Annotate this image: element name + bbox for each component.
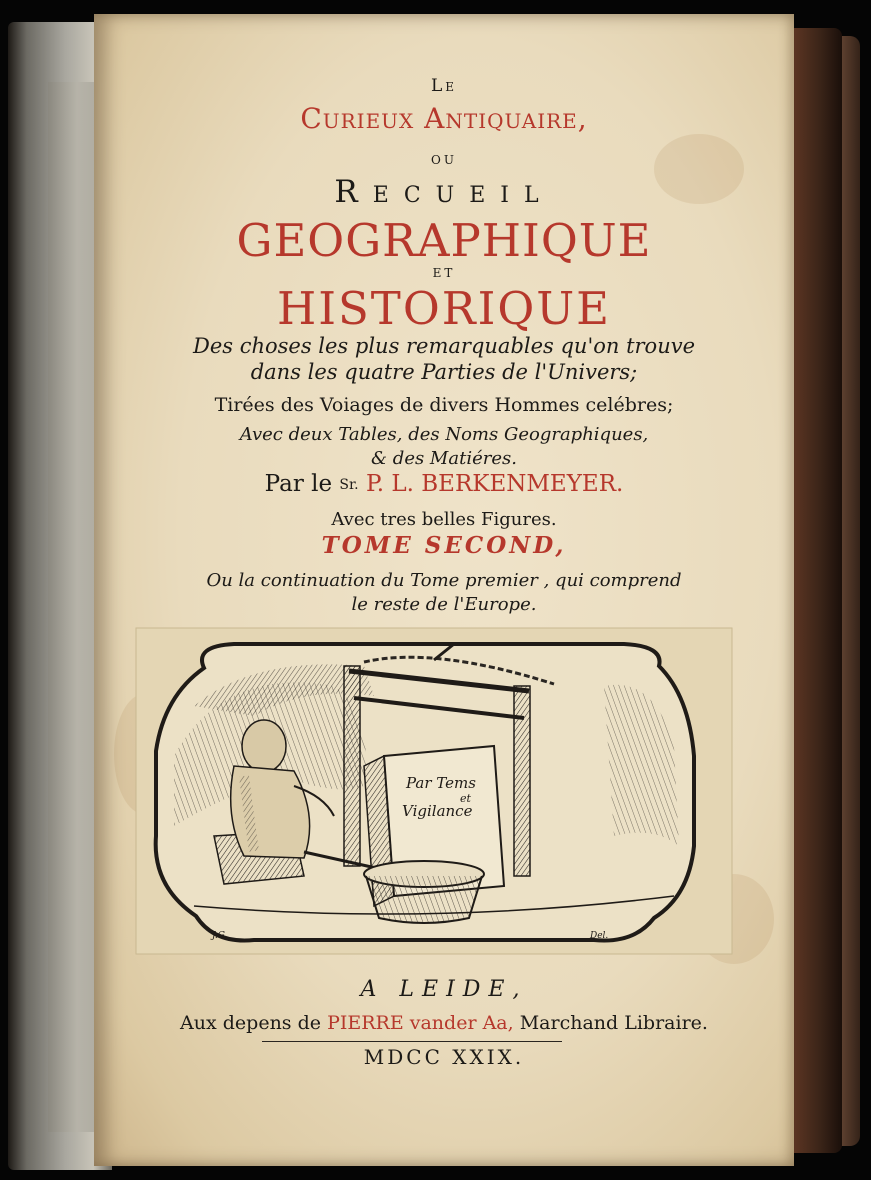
title-historique: HISTORIQUE (276, 282, 612, 335)
press-post-right (514, 686, 530, 876)
imprint-aux-depens: Aux depens de (180, 1012, 322, 1034)
motto-line-2: et (460, 792, 471, 805)
author-par-le: Par le (264, 471, 333, 497)
figures-note: Avec tres belles Figures. (331, 509, 557, 530)
title-et: et (432, 262, 456, 282)
putto-head (242, 720, 286, 772)
imprint-publisher: PIERRE vander Aa, (327, 1012, 514, 1034)
title-page (94, 14, 794, 1166)
engraved-vignette (134, 626, 734, 956)
author-name: P. L. BERKENMEYER. (365, 471, 624, 497)
continuation-line-2: le reste de l'Europe. (351, 594, 537, 615)
engraver-signature-left: J.G. (212, 931, 228, 941)
subtitle-matieres: & des Matiéres. (371, 448, 517, 469)
subtitle-tables: Avec deux Tables, des Noms Geographiques, (239, 424, 649, 445)
motto-line-3: Vigilance (402, 802, 473, 820)
author-line (94, 471, 794, 497)
title-geographique: GEOGRAPHIQUE (236, 214, 652, 267)
tub-body (366, 876, 482, 923)
imprint-place: A LEIDE, (360, 977, 528, 1002)
title-recueil: Recueil (334, 174, 554, 210)
motto-line-1: Par Tems (406, 774, 476, 792)
imprint-marchand: Marchand Libraire. (519, 1012, 708, 1034)
engraver-signature-right: Del. (590, 931, 609, 941)
press-post-left (344, 666, 360, 866)
imprint-rule (262, 1041, 562, 1042)
author-honorific: Sr. (339, 477, 359, 493)
subtitle-line-2: dans les quatre Parties de l'Univers; (250, 360, 638, 384)
title-article: Le (430, 76, 458, 96)
subtitle-line-1: Des choses les plus remarquables qu'on trouve (192, 334, 696, 358)
title-ou: ou (431, 149, 457, 169)
title-curieux-antiquaire: Curieux Antiquaire, (300, 102, 588, 135)
volume-label: TOME SECOND, (321, 532, 567, 559)
imprint-publisher-line (94, 1012, 794, 1034)
subtitle-tirees: Tirées des Voiages de divers Hommes celébres; (214, 394, 674, 416)
imprint-date: MDCC XXIX. (363, 1045, 525, 1069)
continuation-line-1: Ou la continuation du Tome premier , qui comprend (206, 570, 682, 591)
